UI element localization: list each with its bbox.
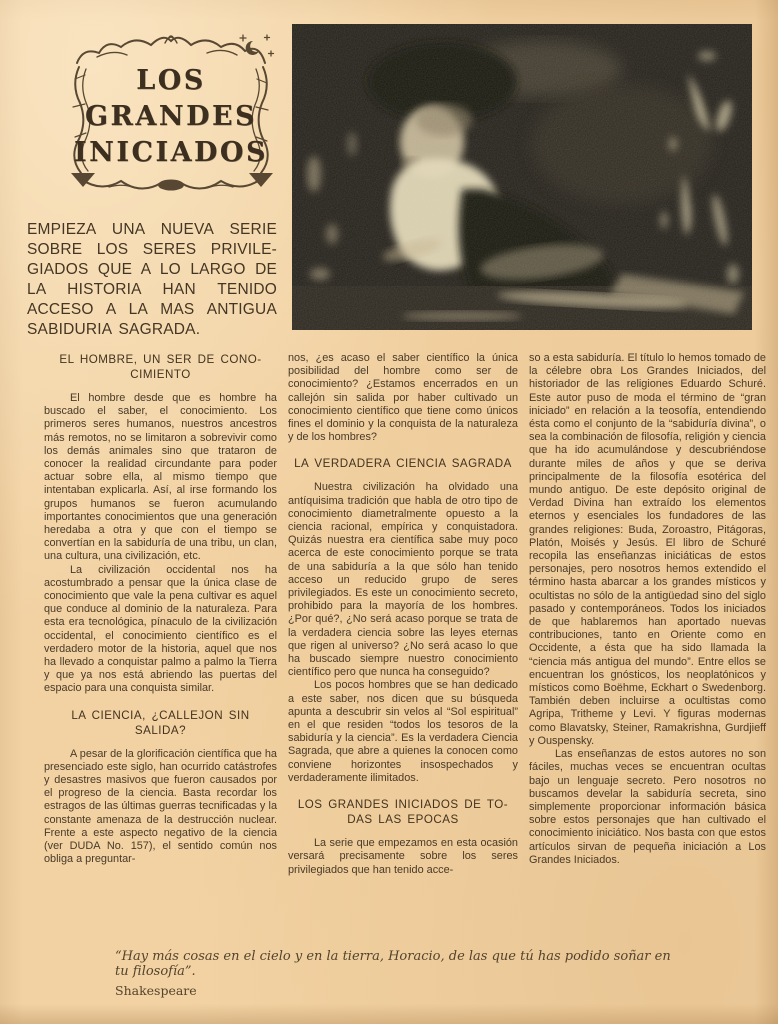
- magazine-title-line1: LOS: [136, 65, 206, 96]
- section-heading-ciencia-sagrada: LA VERDADERA CIENCIA SAGRADA: [294, 457, 512, 471]
- paragraph: Los pocos hombres que se han dedicado a este saber, nos dicen que su búsqueda apunta a descubrir sin velos al “Sol espiritual” en el que residen “todos los tesoros de la sabiduría y la ciencia”. Es la verdadera Ciencia Sagrada, que abre a quienes la conocen como conviene horizontes insospechados y verdaderamente ilimitados.: [288, 679, 518, 784]
- paragraph: La serie que empezamos en esta ocasión versará precisamente sobre los seres privilegiados que han tenido acce-: [288, 837, 518, 876]
- article-body: [44, 345, 766, 877]
- paragraph: Nuestra civilización ha olvidado una antíquisima tradición que habla de otro tipo de conocimiento diametralmente opuesto a la ciencia racional, empírica y conquistadora. Quizás nuestra era científica sabe muy poco acerca de este conocimiento porque se trata de una sabiduría a la que sólo han tenido acceso un reducido grupo de seres privilegiados. Es este un conocimiento secreto, prohibido para la mayoría de los hombres. ¿Por qué?, ¿No será acaso porque se trata de la verdadera ciencia sobre las leyes eternas que rigen al universo? ¿No será acaso lo que ha buscado siempre nuestro conocimiento científico pero que nunca ha conseguido?: [288, 481, 518, 679]
- series-intro: EMPIEZA UNA NUEVA SERIE SOBRE LOS SERES PRIVILE-GIADOS QUE A LO LARGO DE LA HISTORIA HAN TENIDO ACCESO A LA MAS ANTIGUA SABIDURIA SAGRADA.: [27, 221, 277, 338]
- magazine-title-line2: GRANDES: [84, 101, 258, 132]
- footer: [115, 949, 685, 998]
- section-heading-la-ciencia: LA CIENCIA, ¿CALLEJON SIN SALIDA?: [71, 708, 250, 737]
- paragraph: Las enseñanzas de estos autores no son fáciles, muchas veces se encuentran ocultas bajo un lenguaje secreto. Pero nosotros no buscamos develar la sabiduría secreta, sino simplemente proporcionar información básica sobre estos personajes que han cultivado el conocimiento iniciático. Nos basta con que estos artículos sirvan de pequeña iniciación a Los Grandes Iniciados.: [529, 748, 766, 866]
- masthead: [57, 27, 285, 199]
- article-photo: [292, 24, 752, 330]
- column-3: [529, 345, 766, 877]
- column-1: [44, 345, 277, 877]
- column-2: [288, 345, 518, 877]
- section-heading-el-hombre: EL HOMBRE, UN SER DE CONO-CIMIENTO: [59, 353, 262, 381]
- paragraph-continuation: nos, ¿es acaso el saber científico la única posibilidad del hombre como ser de conocimiento? ¿Estamos encerrados en un callejón sin salida por haber cultivado un conocimiento científico que tiene como únicos fines el dominio y la conquista de la naturaleza y de los hombres?: [288, 352, 518, 444]
- paragraph: El hombre desde que es hombre ha buscado el saber, el conocimiento. Los primeros seres humanos, nuestros ancestros más remotos, no se limitaron a sobrevivir como los demás animales sino que trataron de conocer la realidad circundante para poder actuar sobre ella, al mismo tiempo que intentaban explicarla. Así, al irse formando los grupos humanos se fueron acumulando importantes conocimientos que una generación heredaba a otra y que con el tiempo se convertían en la sabiduría de una tribu, un clan, una cultura, una civilización, etc.: [44, 392, 277, 563]
- section-heading-iniciados-epocas: LOS GRANDES INICIADOS DE TO-DAS LAS EPOCAS: [297, 798, 509, 827]
- paragraph: A pesar de la glorificación científica que ha presenciado este siglo, han ocurrido catástrofes y desastres masivos que fueron causados por el progreso de la ciencia. Basta recordar los estragos de las últimas guerras tecnificadas y la constante amenaza de la destrucción nuclear. Frente a este aspecto negativo de la ciencia (ver DUDA No. 157), el sentido común nos obliga a preguntar-: [44, 747, 277, 866]
- closing-quote: “Hay más cosas en el cielo y en la tierra, Horacio, de las que tú has podido soñar en tu filosofía”.: [115, 949, 671, 979]
- bearded-man-photo-illustration: [292, 24, 752, 330]
- magazine-title-line3: INICIADOS: [74, 137, 268, 168]
- quote-attribution: Shakespeare: [115, 983, 197, 998]
- paragraph: La civilización occidental nos ha acostumbrado a pensar que la única clase de conocimiento que vale la pena cultivar es aquel que conduce al dominio de la naturaleza. Para esta era tecnológica, pínaculo de la civilización occidental, el conocimiento científico es el verdadero motor de la historia, aquel que nos ha llevado a conquistar palmo a palmo la Tierra y que ya nos está abriendo las puertas del espacio para una conquista similar.: [44, 563, 277, 695]
- paragraph-continuation: so a esta sabiduría. El título lo hemos tomado de la célebre obra Los Grandes Iniciados, del historiador de las religiones Eduardo Schuré. Este autor puso de moda el término de “gran iniciado” en relación a la teosofía, entendiendo ésta como el conjunto de la “sabiduría divina”, o sea la combinación de filosofía, religión y ciencia que ha ido acumulándose y descubriéndose durante miles de años y que se deriva principalmente de la filosofía esotérica del mundo antiguo. De este depósito original de Verdad Divina han extraído los elementos eternos y esenciales los fundadores de las grandes religiones: Buda, Zoroastro, Pitágoras, Platón, Moisés y Jesús. El libro de Schuré recopila las enseñanzas iniciáticas de estos personajes, pero nosotros hemos extendido el término hasta abarcar a los grandes místicos y ocultistas no sólo de la antigüedad sino del siglo pasado y contemporáneos. Todos los iniciados de que hablaremos han aportado nuevas contribuciones, tanto en Oriente como en Occidente, a ésta que ha sido llamada la “ciencia más antigua del mundo”. Entre ellos se encuentran los gnósticos, los neoplatónicos y místicos como Boëhme, Eckhart o Swedenborg. También deben incluirse a ocultistas como Agripa, Tritheme y Levi. Y figuras modernas como Blavatsky, Steiner, Ramakrishna, Gurdjieff y Ouspensky.: [529, 352, 766, 747]
